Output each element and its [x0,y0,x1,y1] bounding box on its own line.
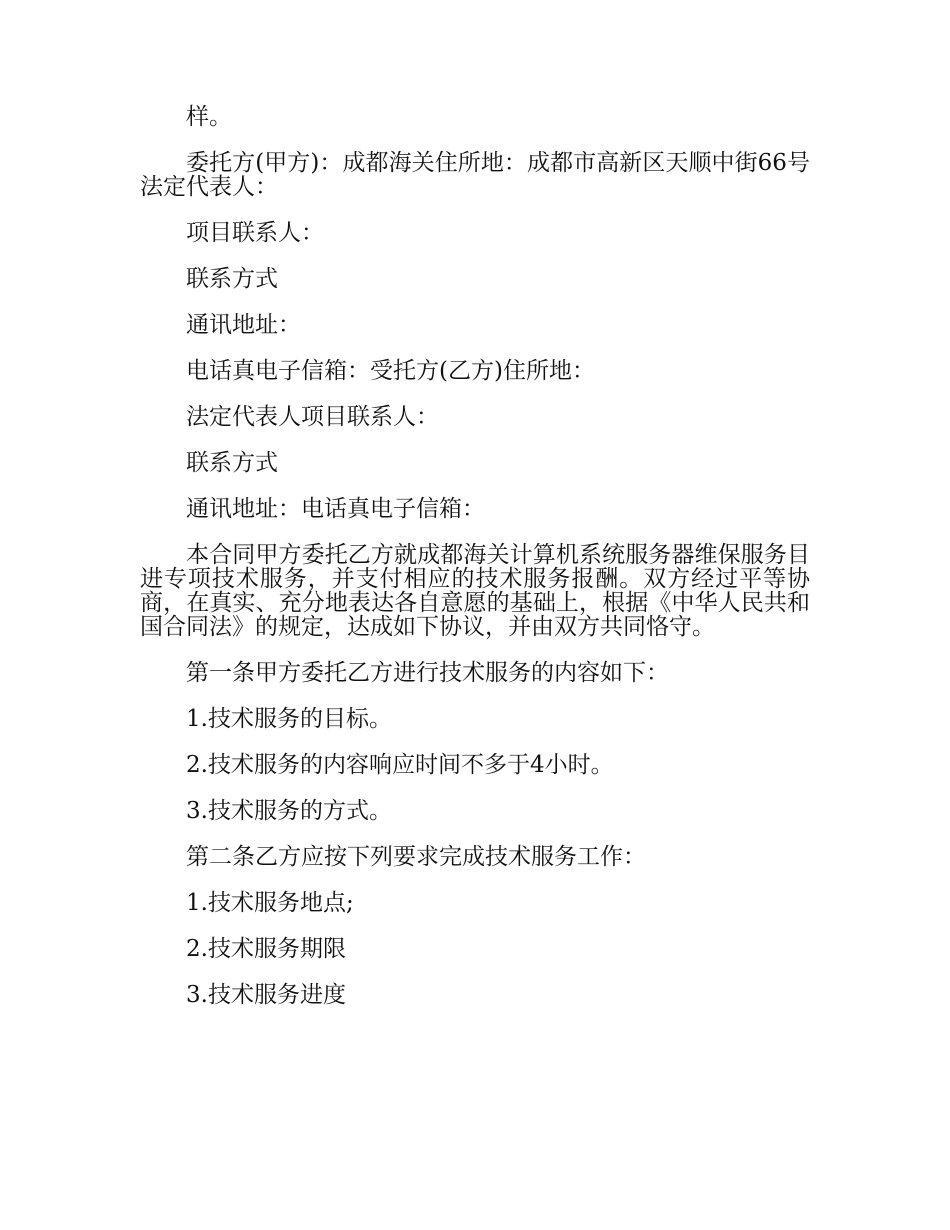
paragraph-article-1-item-1: 1.技术服务的目标。 [186,706,392,732]
paragraph-contractor-address: 通讯地址：电话真电子信箱： [186,496,485,522]
paragraph-article-1-item-2: 2.技术服务的内容响应时间不多于4小时。 [186,752,614,778]
paragraph-client-contact: 项目联系人： [186,220,324,246]
paragraph-client-contact-method: 联系方式 [186,266,278,292]
paragraph-article-1-item-3: 3.技术服务的方式。 [186,798,392,824]
paragraph-contractor-representative: 法定代表人项目联系人： [186,404,439,430]
paragraph-article-2-item-2: 2.技术服务期限 [186,936,346,962]
paragraph-continuation: 样。 [186,104,232,130]
paragraph-contract-preamble: 本合同甲方委托乙方就成都海关计算机系统服务器维保服务目进专项技术服务，并支付相应的技术服务报酬。双方经过平等协商，在真实、充分地表达各自意愿的基础上，根据《中华人民共和国合同法》的规定，达成如下协议，并由双方共同恪守。 [140,542,810,640]
paragraph-contractor-party: 电话真电子信箱：受托方(乙方)住所地： [186,358,595,384]
paragraph-article-1-heading: 第一条甲方委托乙方进行技术服务的内容如下： [186,660,669,686]
paragraph-client-address: 通讯地址： [186,312,301,338]
paragraph-article-2-item-1: 1.技术服务地点; [186,890,354,916]
paragraph-contractor-contact-method: 联系方式 [186,450,278,476]
paragraph-article-2-item-3: 3.技术服务进度 [186,982,346,1008]
paragraph-client-party: 委托方(甲方)：成都海关住所地：成都市高新区天顺中街66号法定代表人： [140,150,810,200]
paragraph-article-2-heading: 第二条乙方应按下列要求完成技术服务工作： [186,844,646,870]
